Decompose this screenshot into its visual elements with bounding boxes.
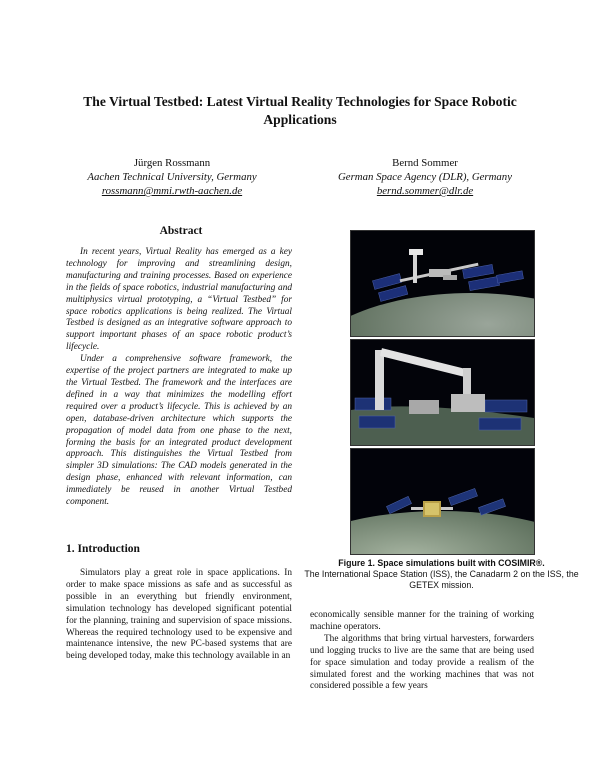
author-name: Bernd Sommer [392, 157, 458, 169]
page-title: The Virtual Testbed: Latest Virtual Reality Technologies for Space Robotic Applications [83, 94, 517, 127]
author-block-rossmann [57, 156, 287, 198]
author-email-link[interactable]: rossmann@mmi.rwth-aachen.de [101, 185, 243, 197]
section-heading-introduction: 1. Introduction [66, 543, 140, 555]
introduction-paragraph: Simulators play a great role in space applications. In order to make space missions as safe and as successful as possible in an everything but friendly environment, simulation technology has developed significant potential for the planning, training and supervision of space missions. Whereas the required technology used to be expensive and maintenance intensive, the new PC-based systems that are being developed today, make this technology available in an [66, 568, 292, 662]
abstract-text [66, 247, 292, 509]
canadarm-simulation-image [350, 339, 535, 446]
abstract-paragraph: Under a comprehensive software framework, the expertise of the project partners are integrated to make up the Virtual Testbed. The framework and the interfaces are defined in a way that minimizes the modelling effort required over a product’s lifecycle. This is achieved by an open, database-driven architecture which supports the propagation of model data from one phase to the next, forming the basis for an integrated product development approach. This distinguishes the Virtual Testbed from simpler 3D simulations: The CAD models generated in the design phase, enhanced with relevant information, can immediately be reused in another Virtual Testbed component. [66, 354, 292, 508]
body-paragraph: The algorithms that bring virtual harvesters, forwarders und logging trucks to live are the same that are being used for space simulation and today provide a realism of the simulated forest and the working machines that was not considered possible a few years [310, 633, 534, 692]
figure-caption-title: Figure 1. Space simulations built with COSIMIR®. [338, 558, 545, 568]
author-block-sommer [310, 156, 540, 198]
introduction-text [66, 568, 292, 663]
abstract-heading: Abstract [159, 225, 203, 237]
iss-simulation-image [350, 230, 535, 337]
getex-simulation-image [350, 448, 535, 555]
figure-caption-text: The International Space Station (ISS), the Canadarm 2 on the ISS, the GETEX mission. [304, 569, 579, 590]
figure-caption [300, 558, 583, 591]
abstract-paragraph: In recent years, Virtual Reality has emerged as a key technology for improving and streamlining design, manufacturing and training processes. Based on experience in the fields of space robotics, industrial manufacturing and multiphysics virtual prototyping, a “Virtual Testbed” for space robotics applications is being realized. The Virtual Testbed is designed as an integrative software approach to support important phases of an space robotic product’s lifecycle. [66, 247, 292, 353]
right-column-text [310, 610, 534, 693]
author-affiliation: Aachen Technical University, Germany [87, 171, 257, 183]
author-name: Jürgen Rossmann [133, 157, 211, 169]
body-paragraph: economically sensible manner for the training of working machine operators. [310, 610, 534, 632]
author-email-link[interactable]: bernd.sommer@dlr.de [376, 185, 474, 197]
author-affiliation: German Space Agency (DLR), Germany [338, 171, 512, 183]
